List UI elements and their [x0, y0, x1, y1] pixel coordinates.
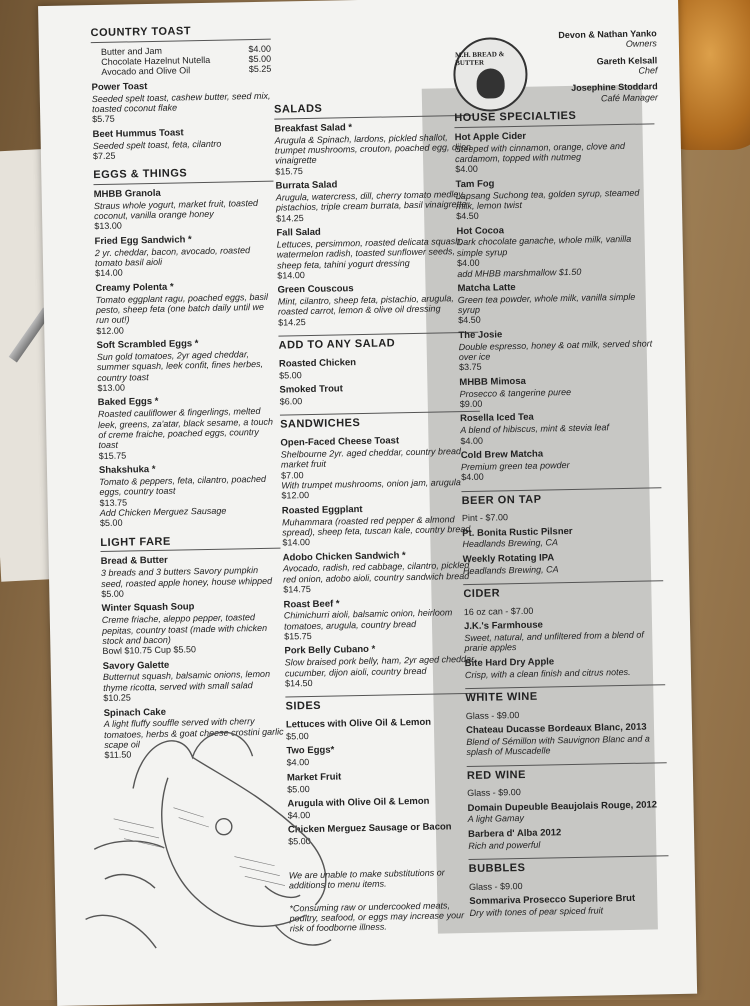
item-description: Roasted cauliflower & fingerlings, melted leek, greens, za'atar, black sesame, a touch of creme fraiche, poached eggs, country toast	[97, 406, 273, 451]
item-name: Hot Cocoa	[456, 224, 505, 237]
menu-item	[98, 395, 279, 461]
section-title: CIDER	[463, 580, 663, 602]
logo-text: M.H. BREAD & BUTTER	[454, 50, 505, 68]
menu-item	[280, 435, 481, 501]
item-price: $13.00	[94, 221, 122, 232]
item-description: Blend of Sémillon with Sauvignon Blanc and a splash of Muscadelle	[466, 733, 650, 758]
menu-item	[455, 176, 656, 222]
item-description: A light fluffy souffle served with cherry tomatoes, herbs & goat cheese crostini garlic scape oil	[103, 716, 284, 751]
item-name: Domain Dupeuble Beaujolais Rouge, 2012	[467, 798, 658, 814]
item-price: $9.00	[459, 398, 483, 410]
item-name: Roasted Chicken	[278, 356, 357, 370]
menu-item	[462, 525, 662, 550]
menu-item	[457, 280, 658, 326]
item-name: Rosella Iced Tea	[459, 412, 534, 425]
item-name: Spinach Cake	[103, 706, 167, 719]
section-items	[464, 618, 665, 680]
section-title: COUNTRY TOAST	[90, 24, 270, 43]
section-title: LIGHT FARE	[100, 533, 280, 552]
item-description: Slow braised pork belly, ham, 2yr aged cheddar, cucumber, dijon aioli, country bread	[284, 654, 477, 679]
menu-item	[469, 893, 669, 918]
item-price: $5.75	[92, 113, 115, 125]
menu-item	[103, 658, 284, 703]
item-price: $7.00	[281, 469, 304, 481]
item-price: $14.25	[278, 316, 306, 328]
toast-row	[91, 64, 271, 78]
menu-item	[279, 356, 479, 381]
item-name: Open-Faced Cheese Toast	[280, 435, 400, 449]
item-name: The Josie	[458, 329, 503, 341]
item-price: $15.75	[284, 631, 312, 642]
menu-item	[276, 225, 477, 281]
item-label: Chocolate Hazelnut Nutella	[101, 54, 211, 67]
item-name: Weekly Rotating IPA	[462, 552, 555, 565]
item-description: Double espresso, honey & oat milk, served short over ice	[458, 338, 653, 363]
item-price: $15.75	[98, 450, 127, 461]
item-price: $4.00	[455, 163, 478, 175]
item-description: Steeped with cinnamon, orange, clove and cardamom, topped with nutmeg	[454, 140, 626, 165]
menu-item	[284, 596, 485, 642]
item-addon: add MHBB marshmallow $1.50	[457, 266, 582, 279]
item-description: Sun gold tomatoes, 2yr aged cheddar, summer squash, leek confit, fines herbes, country toast	[96, 349, 264, 383]
menu-item	[456, 223, 657, 279]
item-price: $6.00	[279, 396, 303, 407]
item-price: $5.00	[288, 836, 311, 847]
menu-item	[455, 129, 656, 175]
item-price: $4.00	[248, 43, 272, 54]
item-description: Lettuces, persimmon, roasted delicata squash, watermelon radish, toasted sunflower seeds, sheep feta, tahini yogurt dressing	[276, 235, 463, 271]
item-name: Savory Galette	[102, 659, 170, 672]
restaurant-logo	[453, 37, 528, 112]
menu-item	[275, 178, 476, 224]
item-description: Rich and powerful	[468, 839, 541, 851]
item-price: $14.00	[277, 269, 305, 281]
item-description: Dry with tones of pear spiced fruit	[469, 905, 604, 918]
item-price: $13.00	[97, 382, 126, 394]
menu-item	[284, 643, 485, 689]
item-name: Pork Belly Cubano *	[284, 644, 376, 657]
menu-item	[283, 549, 484, 595]
item-name: Smoked Trout	[279, 383, 343, 396]
menu-paper	[38, 0, 697, 1006]
section-title: BEER ON TAP	[461, 487, 661, 509]
consumption-warning: *Consuming raw or undercooked meats, poultry, seafood, or eggs may increase your risk of foodborne illness.	[289, 900, 465, 934]
item-price: $7.25	[92, 150, 116, 162]
item-description: Arugula, watercress, dill, cherry tomato medley, pistachios, triple cream burrata, basil vinaigrette	[275, 188, 467, 213]
item-addon-price: $5.00	[99, 517, 123, 529]
item-name: Green Couscous	[277, 283, 354, 296]
staff-name: Devon & Nathan Yanko	[558, 28, 657, 41]
menu-item	[94, 233, 275, 278]
section-title: RED WINE	[467, 762, 667, 784]
item-description: Butternut squash, balsamic onions, lemon thyme ricotta, served with small salad	[102, 669, 271, 693]
item-name: MHBB Granola	[93, 187, 161, 200]
menu-item	[92, 126, 273, 161]
item-name: Adobo Chicken Sandwich *	[282, 549, 406, 564]
item-price: $15.75	[275, 165, 303, 177]
item-description: A light Gamay	[467, 813, 525, 825]
item-price: $14.25	[276, 212, 304, 224]
menu-item	[467, 800, 667, 825]
menu-item	[459, 374, 660, 409]
item-price: $3.75	[458, 362, 482, 373]
item-name: Baked Eggs *	[97, 396, 159, 409]
item-price: $5.00	[248, 53, 272, 65]
item-label: Avocado and Olive Oil	[101, 65, 191, 78]
substitution-note: We are unable to make substitutions or additions to menu items.	[288, 867, 445, 891]
item-name: Bread & Butter	[100, 555, 168, 568]
item-price: $10.25	[103, 692, 131, 704]
menu-item	[102, 601, 283, 657]
item-price: $5.25	[248, 64, 272, 75]
item-description: Prosecco & tangerine puree	[459, 386, 572, 399]
item-price: $4.00	[287, 809, 311, 821]
item-name: Roasted Eggplant	[281, 503, 363, 517]
menu-item	[458, 327, 659, 373]
item-description: Green tea powder, whole milk, vanilla simple syrup	[457, 291, 636, 316]
item-addon-price: $12.00	[281, 490, 310, 501]
menu-item	[279, 382, 479, 407]
item-description: Muhammara (roasted red pepper & almond spread), sheep feta, tuscan kale, country bread	[281, 513, 471, 538]
item-name: Pt. Bonita Rustic Pilsner	[462, 525, 573, 539]
item-price: $14.50	[285, 678, 313, 689]
menu-item	[277, 282, 478, 328]
section-title: WHITE WINE	[465, 684, 665, 706]
menu-item	[460, 411, 661, 446]
item-price: $14.00	[282, 537, 311, 548]
item-name: Burrata Salad	[275, 179, 338, 192]
item-description: Shelbourne 2yr. aged cheddar, country bread, market fruit	[280, 445, 464, 470]
section-title: ADD TO ANY SALAD	[278, 332, 478, 354]
section-price: Pint - $7.00	[461, 512, 509, 524]
item-price: $5.00	[287, 783, 310, 795]
item-description: Dark chocolate ganache, whole milk, vanilla simple syrup	[456, 234, 632, 258]
item-price: $4.00	[461, 471, 484, 483]
section-title: BUBBLES	[469, 855, 669, 877]
item-price: $14.00	[95, 268, 123, 279]
item-price: $5.00	[101, 588, 124, 599]
item-name: Power Toast	[91, 80, 148, 93]
item-price: $11.50	[104, 749, 132, 761]
menu-item	[95, 280, 276, 336]
menu-item	[274, 120, 475, 176]
item-price: $4.50	[456, 210, 479, 222]
item-description: Crisp, with a clean finish and citrus notes.	[464, 666, 631, 680]
section-items	[467, 800, 668, 851]
section-items	[469, 893, 669, 918]
item-description: Headlands Brewing, CA	[462, 564, 559, 576]
item-description: Headlands Brewing, CA	[462, 537, 559, 550]
item-price: $13.75	[99, 497, 128, 508]
item-name: Hot Apple Cider	[454, 130, 527, 143]
item-description: A blend of hibiscus, mint & stevia leaf	[460, 422, 610, 436]
item-label: Butter and Jam	[100, 45, 163, 57]
menu-item	[101, 554, 282, 599]
item-price: Bowl $10.75 Cup $5.50	[102, 644, 197, 657]
item-name: Chateau Ducasse Bordeaux Blanc, 2013	[465, 721, 647, 736]
section-price: Glass - $9.00	[468, 880, 523, 892]
item-description: Chimichurri aioli, balsamic onion, heirloom tomatoes, arugula, country bread	[283, 607, 453, 632]
item-name: J.K.'s Farmhouse	[463, 619, 543, 633]
section-price: Glass - $9.00	[465, 709, 520, 721]
item-description: Seeded spelt toast, cashew butter, seed mix, toasted coconut flake	[91, 90, 271, 115]
item-name: Beet Hummus Toast	[92, 126, 184, 140]
item-name: Creamy Polenta *	[95, 281, 174, 294]
menu-item	[468, 826, 668, 851]
item-name: Fall Salad	[276, 226, 321, 239]
item-name: Breakfast Salad *	[274, 121, 353, 135]
staff-name: Josephine Stoddard	[571, 81, 658, 94]
staff-role: Owners	[625, 38, 657, 50]
item-name: Matcha Latte	[457, 281, 516, 294]
item-name: Two Eggs*	[286, 744, 335, 757]
item-description: Straus whole yogurt, market fruit, toasted coconut, vanilla orange honey	[93, 197, 259, 222]
item-name: Market Fruit	[286, 771, 342, 784]
item-price: $4.50	[458, 315, 481, 326]
item-name: Cold Brew Matcha	[460, 448, 544, 462]
section-title: EGGS & THINGS	[93, 166, 273, 185]
item-description: Arugula & Spinach, lardons, pickled shallot, trumpet mushrooms, crouton, poached egg, dijon vinaigrette	[274, 131, 472, 166]
item-name: MHBB Mimosa	[459, 375, 526, 388]
item-price: $4.00	[460, 435, 484, 446]
section-title: SALADS	[274, 100, 474, 119]
menu-item	[465, 655, 665, 680]
item-price: $4.00	[456, 257, 480, 269]
item-name: Tam Fog	[455, 178, 495, 190]
menu-column-3	[454, 100, 670, 918]
item-description: Premium green tea powder	[460, 459, 570, 472]
menu-item	[92, 79, 273, 124]
section-title: SANDWICHES	[280, 411, 480, 433]
section-items	[462, 525, 663, 576]
item-addon: Add Chicken Merguez Sausage	[99, 505, 227, 519]
staff-role: Café Manager	[600, 91, 659, 104]
item-addon: With trumpet mushrooms, onion jam, arugula	[281, 477, 461, 491]
item-description: Seeded spelt toast, feta, cilantro	[92, 138, 222, 151]
item-name: Winter Squash Soup	[101, 601, 195, 615]
item-description: Mint, cilantro, sheep feta, pistachio, arugula, roasted carrot, lemon & olive oil dressing	[277, 293, 454, 318]
item-description: Avocado, radish, red cabbage, cilantro, pickled red onion, adobo aioli, country sandwich bread	[282, 560, 470, 585]
staff-role: Chef	[638, 65, 658, 76]
item-description: Tomato & peppers, feta, cilantro, poached eggs, country toast	[99, 473, 267, 498]
menu-item	[97, 338, 278, 394]
item-description: Creme friache, aleppo pepper, toasted pepitas, country toast (made with chicken stock and bacon)	[101, 612, 268, 646]
section-title: HOUSE SPECIALTIES	[454, 108, 654, 127]
item-name: Sommariva Prosecco Superiore Brut	[469, 892, 636, 908]
section-title: SIDES	[285, 693, 485, 715]
item-description: Tomato eggplant ragu, poached eggs, basil pesto, sheep feta (one batch daily until we run out!)	[95, 291, 269, 326]
item-price: $5.00	[279, 369, 302, 381]
menu-item	[99, 463, 280, 529]
section-price: 16 oz can - $7.00	[463, 605, 534, 617]
section-price: Glass - $9.00	[467, 787, 521, 799]
item-description: 3 breads and 3 butters Savory pumpkin seed, roasted apple honey, house whipped	[100, 565, 273, 589]
item-description: Sweet, natural, and unfiltered from a blend of prarie apples	[464, 629, 644, 654]
item-name: Lettuces with Olive Oil & Lemon	[285, 716, 432, 731]
item-description: 2 yr. cheddar, bacon, avocado, roasted tomato basil aioli	[94, 244, 251, 269]
menu-item	[94, 187, 275, 232]
menu-item	[464, 618, 665, 653]
item-name: Barbera d' Alba 2012	[467, 827, 562, 840]
item-price: $5.00	[286, 731, 309, 742]
menu-item	[463, 551, 663, 576]
item-name: Shakshuka *	[98, 463, 156, 477]
menu-column-1	[90, 16, 284, 761]
staff-name: Gareth Kelsall	[596, 54, 658, 67]
item-name: Soft Scrambled Eggs *	[96, 338, 199, 352]
item-description: Lapsang Suchong tea, golden syrup, steamed milk, lemon twist	[455, 187, 640, 212]
menu-item	[461, 447, 662, 482]
goat-illustration	[72, 714, 347, 969]
staff-list	[527, 22, 659, 105]
item-price: $4.00	[286, 757, 310, 768]
item-name: Fried Egg Sandwich *	[94, 234, 192, 247]
item-name: Roast Beef *	[283, 597, 340, 611]
item-price: $12.00	[96, 325, 124, 336]
portrait-icon	[476, 68, 505, 99]
item-name: Chicken Merguez Sausage or Bacon	[287, 821, 452, 836]
item-name: Arugula with Olive Oil & Lemon	[287, 795, 430, 810]
menu-item	[282, 502, 483, 548]
item-price: $14.75	[283, 584, 311, 595]
section-items	[466, 722, 667, 757]
item-name: Bite Hard Dry Apple	[464, 656, 555, 669]
menu-item	[466, 722, 667, 757]
